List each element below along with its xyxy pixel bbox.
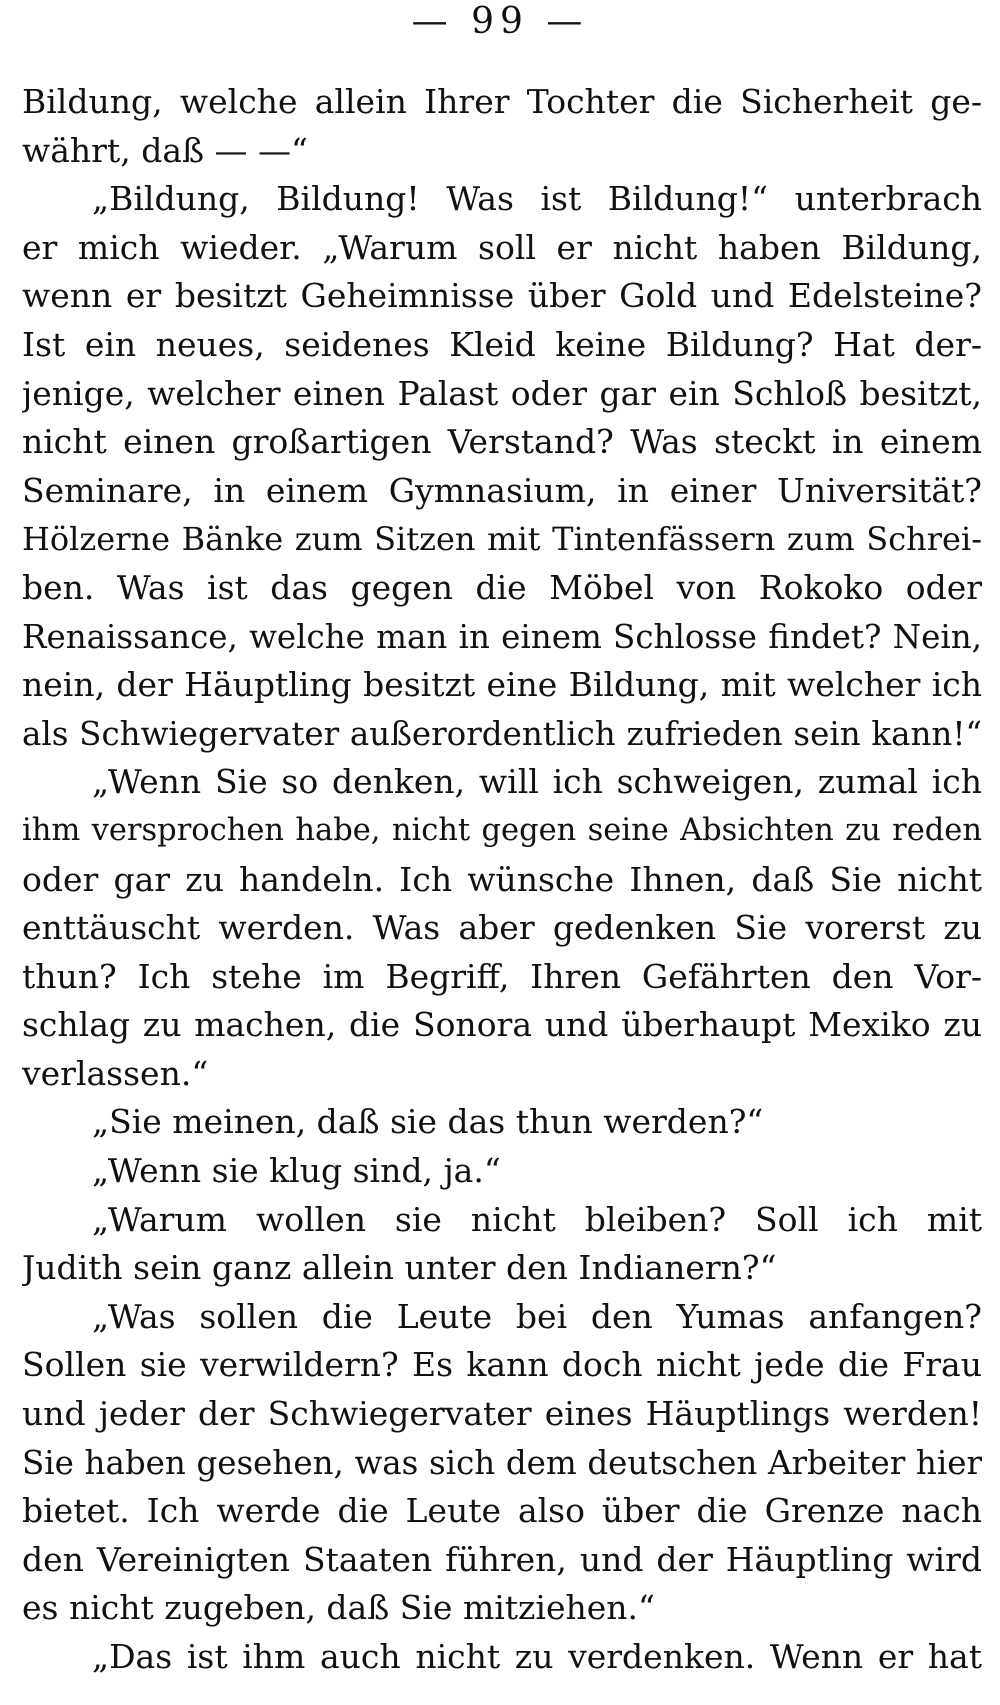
text-line: jenige, welcher einen Palast oder gar ein Schloß besitzt, [22, 373, 982, 413]
text-line: „Was sollen die Leute bei den Yumas anfangen? [92, 1296, 982, 1336]
text-line: Bildung, welche allein Ihrer Tochter die Sicherheit ge- [22, 82, 982, 121]
text-line: Sie haben gesehen, was sich dem deutschen Arbeiter hier [22, 1443, 982, 1482]
text-line: nein, der Häuptling besitzt eine Bildung, mit welcher ich [22, 665, 982, 705]
text-line: es nicht zugeben, daß Sie mitziehen.“ [22, 1588, 655, 1628]
text-line: ben. Was ist das gegen die Möbel von Rokoko oder [22, 567, 982, 607]
text-line: „Wenn sie klug sind, ja.“ [92, 1151, 501, 1191]
text-line: thun? Ich stehe im Begriff, Ihren Gefährten den Vor- [22, 956, 982, 996]
page-text-body [22, 78, 982, 1682]
text-line: Hölzerne Bänke zum Sitzen mit Tintenfässern zum Schrei- [22, 520, 982, 559]
text-line: wenn er besitzt Geheimnisse über Gold und Edelsteine? [22, 276, 982, 316]
text-line: enttäuscht werden. Was aber gedenken Sie vorerst zu [22, 908, 982, 948]
text-line: „Bildung, Bildung! Was ist Bildung!“ unterbrach [92, 179, 982, 219]
text-line: „Sie meinen, daß sie das thun werden?“ [92, 1102, 764, 1142]
text-line: bietet. Ich werde die Leute also über die Grenze nach [22, 1491, 982, 1531]
page-number: — 99 — [411, 1, 589, 42]
text-line: er mich wieder. „Warum soll er nicht haben Bildung, [22, 227, 982, 267]
text-line: nicht einen großartigen Verstand? Was steckt in einem [22, 422, 982, 462]
text-line: schlag zu machen, die Sonora und überhaupt Mexiko zu [22, 1005, 982, 1045]
text-line: „Wenn Sie so denken, will ich schweigen, zumal ich [92, 762, 982, 802]
text-line: verlassen.“ [22, 1053, 209, 1093]
text-line: den Vereinigten Staaten führen, und der Häuptling wird [22, 1539, 982, 1579]
text-line: währt, daß — —“ [22, 130, 308, 170]
text-line: ihm versprochen habe, nicht gegen seine Absichten zu reden [22, 812, 982, 848]
text-line: Sollen sie verwildern? Es kann doch nicht jede die Frau [22, 1345, 982, 1385]
text-line: Seminare, in einem Gymnasium, in einer Universität? [22, 470, 982, 510]
text-line: oder gar zu handeln. Ich wünsche Ihnen, daß Sie nicht [22, 859, 982, 899]
text-line: als Schwiegervater außerordentlich zufrieden sein kann!“ [22, 714, 982, 753]
text-line: und jeder der Schwiegervater eines Häuptlings werden! [22, 1394, 982, 1434]
text-line: „Das ist ihm auch nicht zu verdenken. Wenn er hat [92, 1637, 982, 1676]
text-line: Judith sein ganz allein unter den Indianern?“ [22, 1248, 777, 1288]
text-line: Ist ein neues, seidenes Kleid keine Bildung? Hat der- [22, 324, 982, 364]
text-line: Renaissance, welche man in einem Schlosse findet? Nein, [22, 617, 982, 656]
text-line: „Warum wollen sie nicht bleiben? Soll ich mit [92, 1199, 982, 1239]
